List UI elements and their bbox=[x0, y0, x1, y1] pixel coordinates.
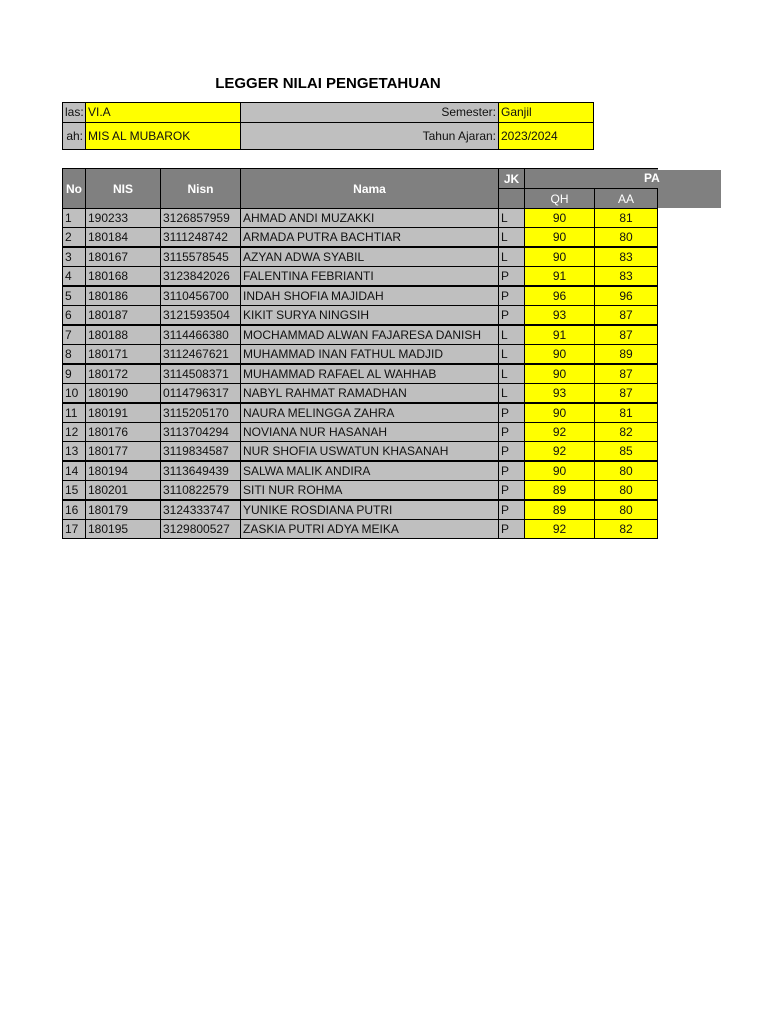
row-qh-cell[interactable]: 91 bbox=[524, 325, 595, 345]
header-group-band bbox=[524, 168, 658, 189]
row-nisn-cell[interactable]: 3110822579 bbox=[160, 480, 241, 500]
row-no-cell: 7 bbox=[62, 325, 86, 345]
row-no-cell: 12 bbox=[62, 422, 86, 442]
row-nisn-cell[interactable]: 3121593504 bbox=[160, 305, 241, 325]
row-nis-cell[interactable]: 180179 bbox=[85, 500, 161, 520]
row-aa-cell[interactable]: 83 bbox=[594, 247, 658, 267]
row-qh-cell[interactable]: 90 bbox=[524, 403, 595, 423]
row-no-cell: 11 bbox=[62, 403, 86, 423]
row-jk-cell[interactable]: L bbox=[498, 208, 525, 228]
row-nis-cell[interactable]: 180195 bbox=[85, 519, 161, 539]
row-no-cell: 4 bbox=[62, 266, 86, 286]
row-jk-cell[interactable]: P bbox=[498, 461, 525, 481]
row-nama-cell[interactable]: AHMAD ANDI MUZAKKI bbox=[240, 208, 499, 228]
row-qh-cell[interactable]: 89 bbox=[524, 480, 595, 500]
row-no-cell: 13 bbox=[62, 441, 86, 461]
row-no-cell: 8 bbox=[62, 344, 86, 364]
row-jk-cell[interactable]: L bbox=[498, 383, 525, 403]
row-nisn-cell[interactable]: 3114466380 bbox=[160, 325, 241, 345]
row-aa-cell[interactable]: 87 bbox=[594, 364, 658, 384]
row-nisn-cell[interactable]: 3111248742 bbox=[160, 227, 241, 247]
header-nis: NIS bbox=[85, 168, 161, 209]
kelas-value-cell[interactable]: VI.A bbox=[85, 102, 241, 123]
row-qh-cell[interactable]: 93 bbox=[524, 305, 595, 325]
row-qh-cell[interactable]: 90 bbox=[524, 461, 595, 481]
row-nisn-cell[interactable]: 0114796317 bbox=[160, 383, 241, 403]
row-no-cell: 17 bbox=[62, 519, 86, 539]
row-aa-cell[interactable]: 82 bbox=[594, 422, 658, 442]
row-aa-cell[interactable]: 80 bbox=[594, 500, 658, 520]
row-aa-cell[interactable]: 81 bbox=[594, 208, 658, 228]
row-nama-cell[interactable]: NOVIANA NUR HASANAH bbox=[240, 422, 499, 442]
row-aa-cell[interactable]: 80 bbox=[594, 461, 658, 481]
row-nis-cell[interactable]: 180168 bbox=[85, 266, 161, 286]
row-nis-cell[interactable]: 180176 bbox=[85, 422, 161, 442]
row-nisn-cell[interactable]: 3124333747 bbox=[160, 500, 241, 520]
row-jk-cell[interactable]: L bbox=[498, 344, 525, 364]
row-jk-cell[interactable]: P bbox=[498, 441, 525, 461]
page-title: LEGGER NILAI PENGETAHUAN bbox=[215, 75, 441, 92]
row-nama-cell[interactable]: SITI NUR ROHMA bbox=[240, 480, 499, 500]
row-aa-cell[interactable]: 83 bbox=[594, 266, 658, 286]
row-qh-cell[interactable]: 90 bbox=[524, 247, 595, 267]
row-jk-cell[interactable]: L bbox=[498, 227, 525, 247]
row-no-cell: 2 bbox=[62, 227, 86, 247]
row-nama-cell[interactable]: FALENTINA FEBRIANTI bbox=[240, 266, 499, 286]
row-nis-cell[interactable]: 180194 bbox=[85, 461, 161, 481]
row-aa-cell[interactable]: 80 bbox=[594, 227, 658, 247]
header-nisn: Nisn bbox=[160, 168, 241, 209]
semester-label: Semester: bbox=[240, 102, 499, 123]
row-qh-cell[interactable]: 89 bbox=[524, 500, 595, 520]
row-nisn-cell[interactable]: 3129800527 bbox=[160, 519, 241, 539]
sekolah-value-cell[interactable]: MIS AL MUBAROK bbox=[85, 122, 241, 150]
tahun-ajaran-label: Tahun Ajaran: bbox=[240, 122, 499, 150]
row-no-cell: 10 bbox=[62, 383, 86, 403]
row-nisn-cell[interactable]: 3113649439 bbox=[160, 461, 241, 481]
row-nis-cell[interactable]: 180172 bbox=[85, 364, 161, 384]
row-jk-cell[interactable]: L bbox=[498, 325, 525, 345]
row-nisn-cell[interactable]: 3123842026 bbox=[160, 266, 241, 286]
row-no-cell: 16 bbox=[62, 500, 86, 520]
row-nis-cell[interactable]: 180187 bbox=[85, 305, 161, 325]
row-qh-cell[interactable]: 92 bbox=[524, 441, 595, 461]
row-nisn-cell[interactable]: 3115205170 bbox=[160, 403, 241, 423]
row-no-cell: 3 bbox=[62, 247, 86, 267]
row-nis-cell[interactable]: 180171 bbox=[85, 344, 161, 364]
row-nis-cell[interactable]: 180190 bbox=[85, 383, 161, 403]
kelas-label: las: bbox=[62, 102, 86, 123]
row-aa-cell[interactable]: 89 bbox=[594, 344, 658, 364]
row-jk-cell[interactable]: P bbox=[498, 403, 525, 423]
row-nis-cell[interactable]: 180167 bbox=[85, 247, 161, 267]
row-nama-cell[interactable]: AZYAN ADWA SYABIL bbox=[240, 247, 499, 267]
row-nisn-cell[interactable]: 3113704294 bbox=[160, 422, 241, 442]
row-nama-cell[interactable]: KIKIT SURYA NINGSIH bbox=[240, 305, 499, 325]
header-nama: Nama bbox=[240, 168, 499, 209]
row-jk-cell[interactable]: P bbox=[498, 422, 525, 442]
row-nis-cell[interactable]: 180188 bbox=[85, 325, 161, 345]
row-qh-cell[interactable]: 90 bbox=[524, 227, 595, 247]
row-aa-cell[interactable]: 82 bbox=[594, 519, 658, 539]
row-aa-cell[interactable]: 87 bbox=[594, 383, 658, 403]
header-group-overflow bbox=[657, 170, 721, 208]
row-nisn-cell[interactable]: 3115578545 bbox=[160, 247, 241, 267]
row-jk-cell[interactable]: L bbox=[498, 364, 525, 384]
row-aa-cell[interactable]: 87 bbox=[594, 325, 658, 345]
row-no-cell: 14 bbox=[62, 461, 86, 481]
row-qh-cell[interactable]: 90 bbox=[524, 364, 595, 384]
row-nama-cell[interactable]: NAURA MELINGGA ZAHRA bbox=[240, 403, 499, 423]
header-qh: QH bbox=[524, 188, 595, 209]
row-nama-cell[interactable]: MUHAMMAD INAN FATHUL MADJID bbox=[240, 344, 499, 364]
row-aa-cell[interactable]: 96 bbox=[594, 286, 658, 306]
row-jk-cell[interactable]: P bbox=[498, 286, 525, 306]
row-no-cell: 5 bbox=[62, 286, 86, 306]
row-jk-cell[interactable]: P bbox=[498, 266, 525, 286]
row-jk-cell[interactable]: P bbox=[498, 519, 525, 539]
header-no: No bbox=[62, 168, 86, 209]
row-nama-cell[interactable]: MOCHAMMAD ALWAN FAJARESA DANISH bbox=[240, 325, 499, 345]
row-nama-cell[interactable]: NABYL RAHMAT RAMADHAN bbox=[240, 383, 499, 403]
header-jk-sub bbox=[498, 188, 525, 209]
row-qh-cell[interactable]: 92 bbox=[524, 519, 595, 539]
row-jk-cell[interactable]: P bbox=[498, 480, 525, 500]
row-qh-cell[interactable]: 93 bbox=[524, 383, 595, 403]
row-aa-cell[interactable]: 81 bbox=[594, 403, 658, 423]
row-nama-cell[interactable]: MUHAMMAD RAFAEL AL WAHHAB bbox=[240, 364, 499, 384]
row-nama-cell[interactable]: INDAH SHOFIA MAJIDAH bbox=[240, 286, 499, 306]
row-no-cell: 6 bbox=[62, 305, 86, 325]
row-nis-cell[interactable]: 180201 bbox=[85, 480, 161, 500]
row-nisn-cell[interactable]: 3126857959 bbox=[160, 208, 241, 228]
row-qh-cell[interactable]: 96 bbox=[524, 286, 595, 306]
row-nisn-cell[interactable]: 3110456700 bbox=[160, 286, 241, 306]
row-nis-cell[interactable]: 180186 bbox=[85, 286, 161, 306]
row-jk-cell[interactable]: L bbox=[498, 247, 525, 267]
row-nis-cell[interactable]: 180184 bbox=[85, 227, 161, 247]
row-nama-cell[interactable]: ZASKIA PUTRI ADYA MEIKA bbox=[240, 519, 499, 539]
row-jk-cell[interactable]: P bbox=[498, 500, 525, 520]
row-nisn-cell[interactable]: 3112467621 bbox=[160, 344, 241, 364]
row-nis-cell[interactable]: 190233 bbox=[85, 208, 161, 228]
sekolah-label: ah: bbox=[62, 122, 86, 150]
row-no-cell: 9 bbox=[62, 364, 86, 384]
header-aa: AA bbox=[594, 188, 658, 209]
row-nama-cell[interactable]: ARMADA PUTRA BACHTIAR bbox=[240, 227, 499, 247]
row-aa-cell[interactable]: 87 bbox=[594, 305, 658, 325]
row-no-cell: 15 bbox=[62, 480, 86, 500]
header-group-label: PA bbox=[644, 171, 660, 185]
row-qh-cell[interactable]: 90 bbox=[524, 344, 595, 364]
row-nama-cell[interactable]: NUR SHOFIA USWATUN KHASANAH bbox=[240, 441, 499, 461]
row-qh-cell[interactable]: 91 bbox=[524, 266, 595, 286]
row-nama-cell[interactable]: YUNIKE ROSDIANA PUTRI bbox=[240, 500, 499, 520]
row-nama-cell[interactable]: SALWA MALIK ANDIRA bbox=[240, 461, 499, 481]
row-qh-cell[interactable]: 92 bbox=[524, 422, 595, 442]
row-nisn-cell[interactable]: 3114508371 bbox=[160, 364, 241, 384]
row-no-cell: 1 bbox=[62, 208, 86, 228]
row-aa-cell[interactable]: 85 bbox=[594, 441, 658, 461]
header-jk: JK bbox=[498, 168, 525, 189]
row-aa-cell[interactable]: 80 bbox=[594, 480, 658, 500]
row-nis-cell[interactable]: 180191 bbox=[85, 403, 161, 423]
semester-value-cell[interactable]: Ganjil bbox=[498, 102, 594, 123]
row-qh-cell[interactable]: 90 bbox=[524, 208, 595, 228]
row-nis-cell[interactable]: 180177 bbox=[85, 441, 161, 461]
row-nisn-cell[interactable]: 3119834587 bbox=[160, 441, 241, 461]
tahun-ajaran-value-cell[interactable]: 2023/2024 bbox=[498, 122, 594, 150]
row-jk-cell[interactable]: P bbox=[498, 305, 525, 325]
